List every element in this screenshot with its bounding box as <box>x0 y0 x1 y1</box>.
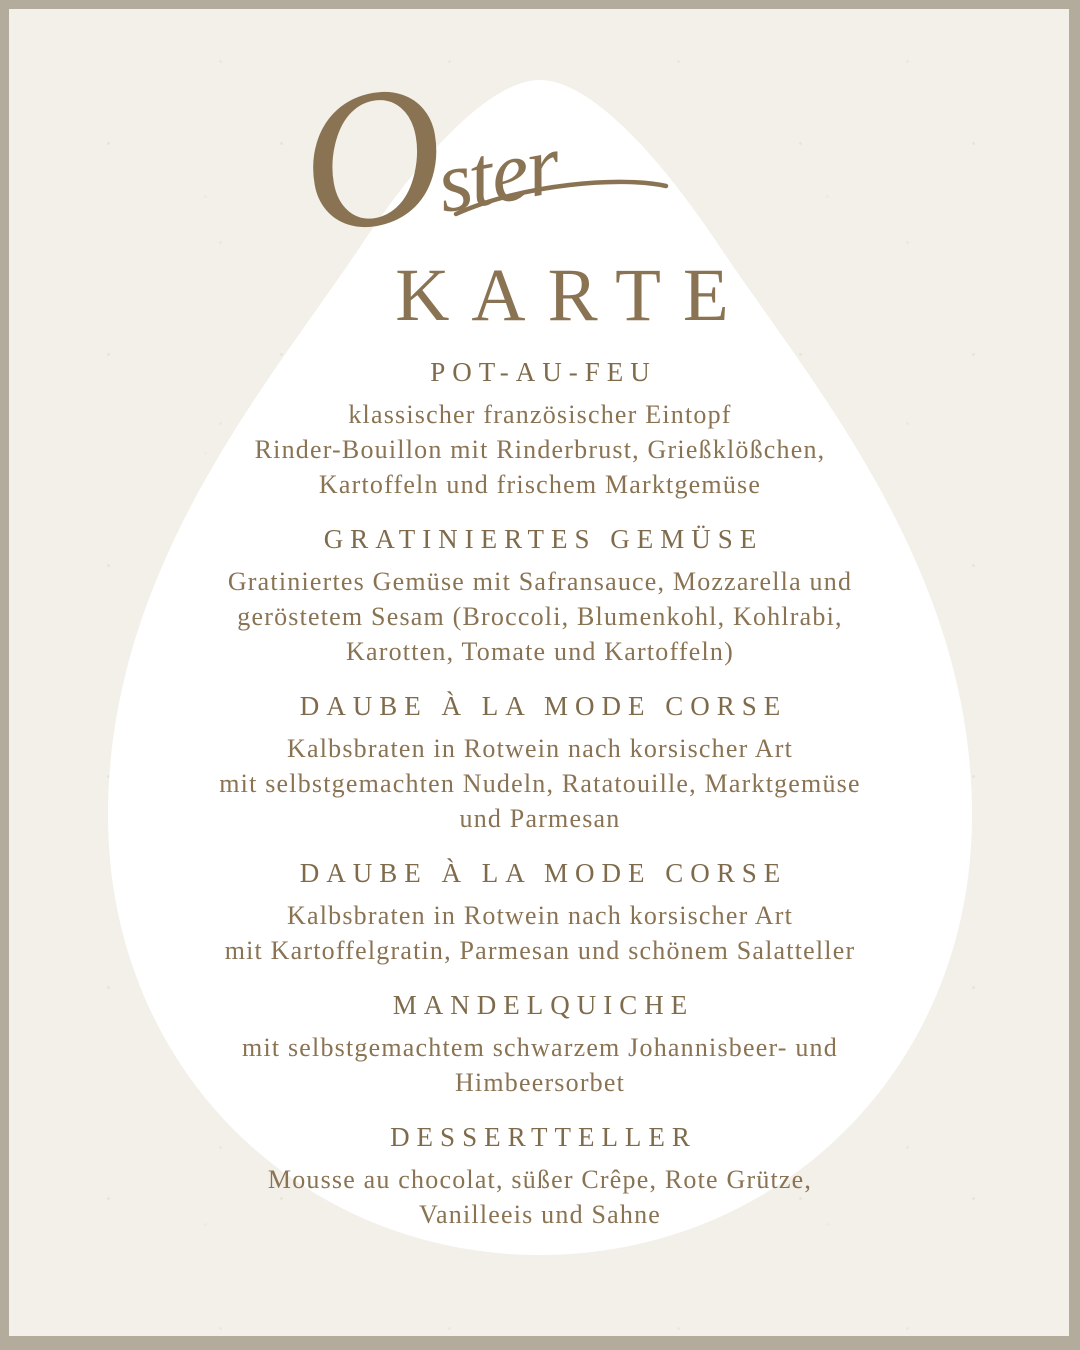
section-name: DAUBE À LA MODE CORSE <box>299 691 788 721</box>
section-line: mit selbstgemachten Nudeln, Ratatouille, Marktgemüse <box>219 769 861 798</box>
section-line: Kalbsbraten in Rotwein nach korsischer Art <box>286 734 793 763</box>
title-script: Oster <box>283 41 566 278</box>
menu-section <box>95 857 985 968</box>
script-flourish-icon <box>452 168 672 228</box>
section-line: geröstetem Sesam (Broccoli, Blumenkohl, Kohlrabi, <box>237 602 843 631</box>
section-line: Karotten, Tomate und Kartoffeln) <box>346 637 734 666</box>
title-main: KARTE <box>395 254 751 337</box>
section-name: POT-AU-FEU <box>430 357 657 387</box>
section-name: GRATINIERTES GEMÜSE <box>323 524 764 554</box>
section-line: mit Kartoffelgratin, Parmesan und schönem Salatteller <box>224 936 856 965</box>
section-line: und Parmesan <box>459 804 621 833</box>
menu-section <box>95 523 985 669</box>
section-line: Rinder-Bouillon mit Rinderbrust, Grießklößchen, <box>254 435 826 464</box>
section-line: Kalbsbraten in Rotwein nach korsischer Art <box>286 901 793 930</box>
section-name: MANDELQUICHE <box>392 990 695 1020</box>
section-line: Vanilleeis und Sahne <box>418 1200 662 1229</box>
menu-section <box>95 690 985 836</box>
menu-sections <box>95 356 985 1253</box>
section-line: Himbeersorbet <box>454 1068 626 1097</box>
section-line: klassischer französischer Eintopf <box>348 400 732 429</box>
menu-section <box>95 989 985 1100</box>
section-line: Kartoffeln und frischem Marktgemüse <box>318 470 762 499</box>
section-line: Mousse au chocolat, süßer Crêpe, Rote Grütze, <box>267 1165 813 1194</box>
menu-section <box>95 1121 985 1232</box>
section-line: Gratiniertes Gemüse mit Safransauce, Mozzarella und <box>227 567 853 596</box>
section-name: DESSERTTELLER <box>390 1122 697 1152</box>
menu-section <box>95 356 985 502</box>
section-line: mit selbstgemachtem schwarzem Johannisbeer- und <box>242 1033 838 1062</box>
section-name: DAUBE À LA MODE CORSE <box>299 858 788 888</box>
